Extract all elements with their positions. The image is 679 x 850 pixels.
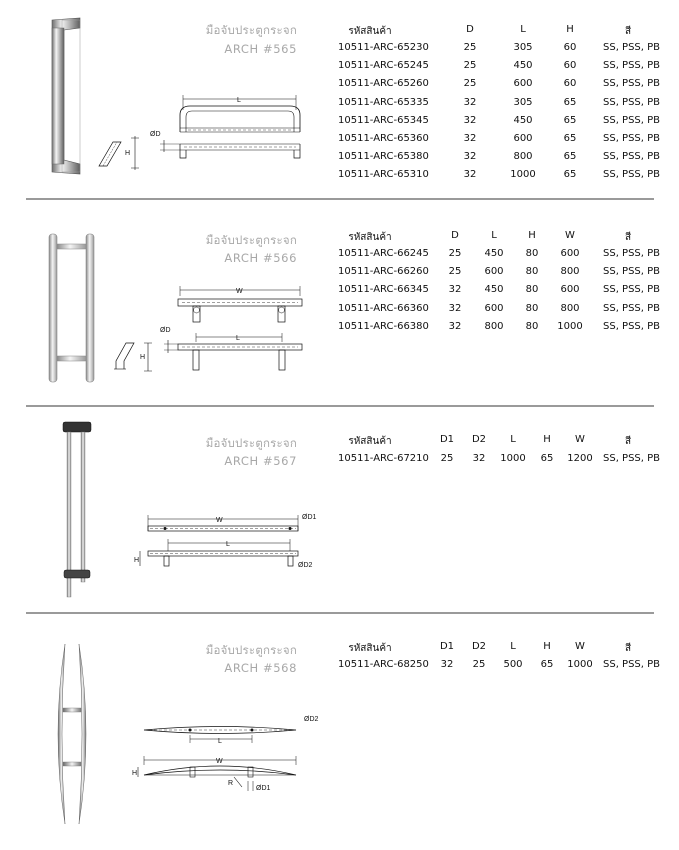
cell-l: 1000 — [500, 453, 526, 464]
cell-l: 450 — [484, 248, 504, 259]
cell-w: 1000 — [567, 659, 593, 670]
cell-color: SS, PSS, PB — [603, 453, 661, 464]
col-header-w: W — [565, 230, 575, 241]
col-header-code: รหัสสินค้า — [348, 26, 392, 37]
col-header-h: H — [566, 24, 574, 35]
product-section-568 — [0, 614, 679, 826]
product-title-thai: มือจับประตูกระจก — [205, 436, 297, 450]
col-header-d: D — [451, 230, 459, 241]
dim-label-d1: ØD1 — [302, 514, 317, 521]
product-section-567 — [0, 407, 679, 612]
cell-l: 450 — [513, 114, 533, 126]
col-header-d2: D2 — [471, 434, 487, 445]
cell-code: 10511-ARC-65310 — [338, 169, 429, 181]
cell-w: 800 — [560, 266, 580, 278]
cell-w: 600 — [560, 248, 580, 259]
cell-color: SS, PSS, PB — [603, 320, 661, 332]
dim-label-d1: ØD1 — [256, 785, 271, 792]
dim-label-l: L — [226, 541, 230, 548]
cell-l: 500 — [503, 659, 523, 670]
product-title-thai: มือจับประตูกระจก — [205, 643, 297, 657]
cell-color: SS, PSS, PB — [603, 284, 661, 296]
col-header-code: รหัสสินค้า — [348, 643, 392, 654]
dim-label-h: H — [125, 150, 131, 157]
cell-l: 1000 — [510, 169, 536, 181]
col-header-w: W — [575, 434, 585, 445]
col-header-code: รหัสสินค้า — [348, 232, 392, 243]
cell-d: 32 — [463, 133, 477, 144]
cell-l: 600 — [513, 133, 533, 144]
cell-h: 60 — [563, 42, 577, 53]
cell-code: 10511-ARC-65380 — [338, 151, 429, 163]
dim-label-d: ØD — [160, 327, 171, 334]
col-header-h: H — [543, 434, 551, 445]
col-header-d: D — [466, 24, 474, 35]
cell-d: 32 — [463, 169, 477, 181]
cell-code: 10511-ARC-65360 — [338, 133, 429, 144]
col-header-l: L — [510, 434, 516, 445]
product-section-566 — [0, 200, 679, 405]
dim-label-w: W — [236, 288, 243, 295]
product-title-thai: มือจับประตูกระจก — [205, 233, 297, 247]
product-title-thai: มือจับประตูกระจก — [205, 23, 297, 37]
cell-color: SS, PSS, PB — [603, 114, 661, 126]
cell-code: 10511-ARC-65345 — [338, 114, 429, 126]
cell-color: SS, PSS, PB — [603, 302, 661, 314]
col-header-l: L — [520, 24, 526, 35]
product-model-code: ARCH #567 — [224, 454, 297, 468]
cell-d: 32 — [448, 320, 462, 332]
cell-l: 600 — [484, 266, 504, 278]
cell-code: 10511-ARC-66260 — [338, 266, 429, 278]
cell-w: 600 — [560, 284, 580, 296]
cell-code: 10511-ARC-65260 — [338, 78, 429, 90]
cell-w: 800 — [560, 302, 580, 314]
dim-label-h: H — [140, 354, 146, 361]
cell-color: SS, PSS, PB — [603, 96, 661, 108]
technical-drawing-565 — [150, 90, 310, 180]
dim-label-l: L — [237, 97, 241, 104]
cell-color: SS, PSS, PB — [603, 151, 661, 163]
cell-code: 10511-ARC-66245 — [338, 248, 429, 259]
cell-d: 25 — [463, 42, 477, 53]
cell-d: 25 — [448, 266, 462, 278]
cell-d: 32 — [448, 284, 462, 296]
cell-code: 10511-ARC-66380 — [338, 320, 429, 332]
dim-label-h: H — [134, 557, 140, 564]
col-header-color: สี — [624, 643, 632, 654]
cell-d: 25 — [463, 78, 477, 90]
cell-h: 80 — [525, 284, 539, 296]
cell-h: 65 — [563, 169, 577, 181]
dim-label-r: R — [228, 780, 234, 787]
product-model-code: ARCH #565 — [224, 42, 297, 56]
cell-code: 10511-ARC-65335 — [338, 96, 429, 108]
col-header-l: L — [491, 230, 497, 241]
side-detail-drawing-565 — [95, 128, 155, 188]
cell-h: 80 — [525, 302, 539, 314]
cell-code: 10511-ARC-66360 — [338, 302, 429, 314]
cell-h: 65 — [563, 133, 577, 144]
product-model-code: ARCH #566 — [224, 251, 297, 265]
dim-label-l: L — [236, 335, 240, 342]
cell-d: 32 — [463, 96, 477, 108]
cell-d: 32 — [463, 114, 477, 126]
cell-h: 65 — [540, 659, 554, 670]
cell-code: 10511-ARC-65230 — [338, 42, 429, 53]
cell-color: SS, PSS, PB — [603, 266, 661, 278]
col-header-h: H — [528, 230, 536, 241]
dim-label-w: W — [216, 517, 223, 524]
col-header-h: H — [543, 641, 551, 652]
cell-d: 32 — [463, 151, 477, 163]
cell-code: 10511-ARC-65245 — [338, 60, 429, 72]
cell-h: 80 — [525, 266, 539, 278]
cell-l: 800 — [484, 320, 504, 332]
cell-color: SS, PSS, PB — [603, 42, 661, 53]
cell-d2: 25 — [472, 659, 486, 670]
cell-color: SS, PSS, PB — [603, 78, 661, 90]
product-photo-566 — [40, 230, 110, 420]
cell-color: SS, PSS, PB — [603, 133, 661, 144]
cell-color: SS, PSS, PB — [603, 659, 661, 670]
product-photo-567 — [55, 422, 115, 622]
cell-code: 10511-ARC-67210 — [338, 453, 429, 464]
dim-label-d2: ØD2 — [298, 562, 313, 569]
product-photo-568 — [45, 644, 105, 850]
cell-code: 10511-ARC-66345 — [338, 284, 429, 296]
cell-l: 600 — [513, 78, 533, 90]
cell-d2: 32 — [472, 453, 486, 464]
cell-d: 25 — [448, 248, 462, 259]
cell-d1: 25 — [440, 453, 454, 464]
cell-h: 60 — [563, 78, 577, 90]
dim-label-d2: ØD2 — [304, 716, 319, 723]
cell-l: 450 — [484, 284, 504, 296]
col-header-color: สี — [624, 26, 632, 37]
col-header-d1: D1 — [439, 434, 455, 445]
col-header-l: L — [510, 641, 516, 652]
technical-drawing-567 — [130, 507, 330, 597]
cell-h: 65 — [563, 151, 577, 163]
dim-label-w: W — [216, 758, 223, 765]
cell-d: 32 — [448, 302, 462, 314]
cell-h: 80 — [525, 320, 539, 332]
product-section-565 — [0, 0, 679, 198]
dim-label-h: H — [132, 770, 138, 777]
col-header-color: สี — [624, 436, 632, 447]
col-header-color: สี — [624, 232, 632, 243]
col-header-w: W — [575, 641, 585, 652]
cell-l: 305 — [513, 96, 533, 108]
cell-h: 80 — [525, 248, 539, 259]
cell-d: 25 — [463, 60, 477, 72]
product-model-code: ARCH #568 — [224, 661, 297, 675]
cell-h: 65 — [563, 96, 577, 108]
cell-color: SS, PSS, PB — [603, 248, 661, 259]
cell-d1: 32 — [440, 659, 454, 670]
col-header-d2: D2 — [471, 641, 487, 652]
cell-l: 600 — [484, 302, 504, 314]
cell-color: SS, PSS, PB — [603, 169, 661, 181]
col-header-d1: D1 — [439, 641, 455, 652]
dim-label-l: L — [218, 738, 222, 745]
cell-h: 65 — [540, 453, 554, 464]
cell-l: 305 — [513, 42, 533, 53]
cell-h: 65 — [563, 114, 577, 126]
cell-l: 450 — [513, 60, 533, 72]
technical-drawing-568 — [130, 709, 330, 809]
technical-drawing-566 — [160, 280, 320, 380]
dim-label-d: ØD — [150, 131, 161, 138]
cell-code: 10511-ARC-68250 — [338, 659, 429, 670]
cell-l: 800 — [513, 151, 533, 163]
cell-w: 1200 — [567, 453, 593, 464]
col-header-code: รหัสสินค้า — [348, 436, 392, 447]
cell-w: 1000 — [557, 320, 583, 332]
cell-color: SS, PSS, PB — [603, 60, 661, 72]
cell-h: 60 — [563, 60, 577, 72]
